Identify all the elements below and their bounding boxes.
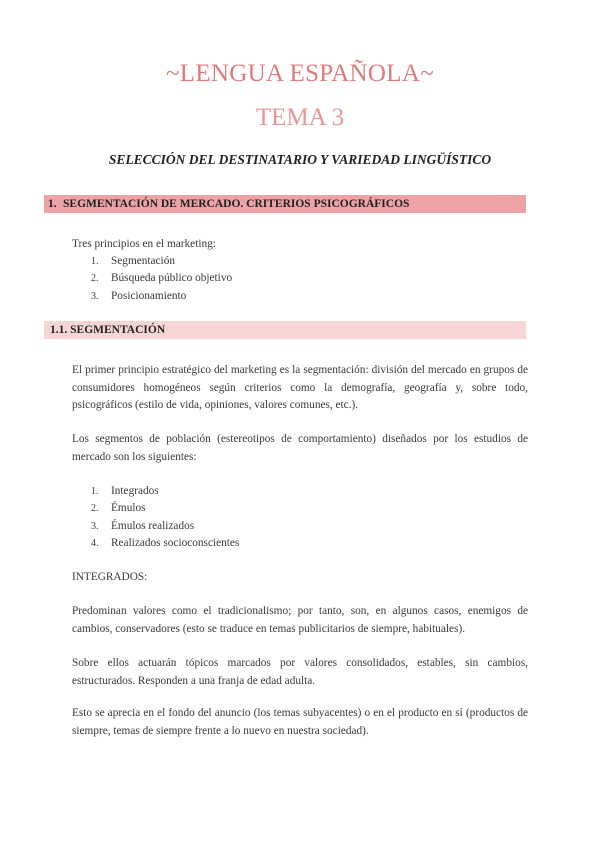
section-1-number: 1. bbox=[48, 198, 57, 210]
document-title: ~LENGUA ESPAÑOLA~ bbox=[165, 60, 435, 87]
section-1-1-heading-bar bbox=[44, 321, 526, 339]
paragraph-segmentation: El primer principio estratégico del marketing es la segmentación: división del mercado en grupos de consumidores homogéneos según criterios como la demografía, geografía y, sobre todo, psicográficos (estilo de vida, opiniones, valores comunes, etc.). bbox=[72, 364, 528, 411]
principles-intro: Tres principios en el marketing: bbox=[72, 238, 216, 250]
section-1-1-title: 1.1. SEGMENTACIÓN bbox=[50, 324, 166, 336]
paragraph-integrados-topics: Sobre ellos actuarán tópicos marcados por valores consolidados, estables, sin cambios, estructurados. Responden a una franja de edad adulta. bbox=[72, 657, 528, 687]
subtitle-text: TEMA 3 bbox=[255, 104, 345, 131]
paragraph-segments-intro: Los segmentos de población (estereotipos de comportamiento) diseñados por los estudios de mercado son los siguientes: bbox=[72, 433, 528, 463]
document-subtitle bbox=[0, 104, 600, 132]
integrados-heading: INTEGRADOS: bbox=[72, 571, 148, 583]
paragraph-integrados-values: Predominan valores como el tradicionalismo; por tanto, son, en algunos casos, enemigos de cambios, conservadores (esto se traduce en temas publicitarios de siempre, habituales). bbox=[72, 605, 528, 635]
section-1-heading-bar bbox=[44, 195, 526, 213]
topic-title: SELECCIÓN DEL DESTINATARIO Y VARIEDAD LINGÜÍSTICO bbox=[108, 152, 492, 167]
paragraph-integrados-example: Esto se aprecia en el fondo del anuncio (los temas subyacentes) o en el producto en sí (productos de siempre, temas de siempre frente a lo nuevo en nuestra sociedad). bbox=[72, 707, 528, 737]
section-1-title: SEGMENTACIÓN DE MERCADO. CRITERIOS PSICOGRÁFICOS bbox=[63, 198, 410, 210]
